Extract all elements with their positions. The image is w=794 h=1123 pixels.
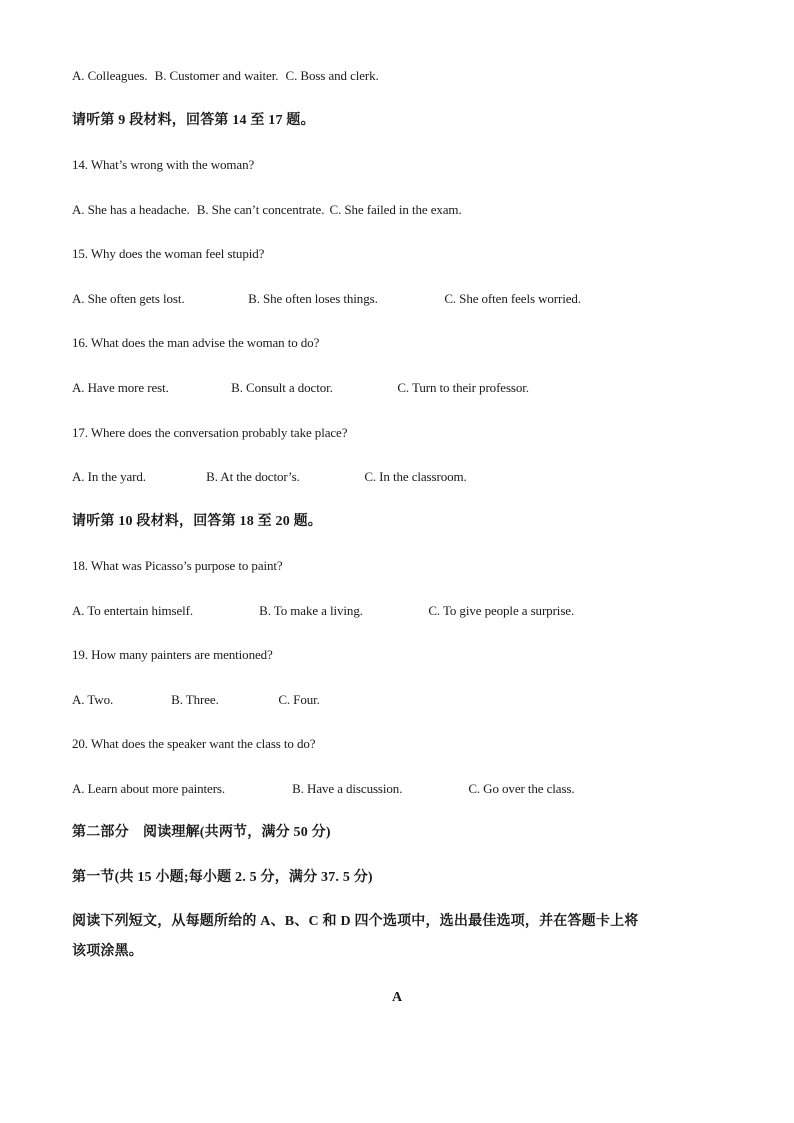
q14-options	[72, 202, 462, 218]
q18-question: 18. What was Picasso’s purpose to paint?	[72, 558, 283, 573]
q20-option-a: A. Learn about more painters.	[72, 781, 226, 796]
q17-option-c: C. In the classroom.	[364, 469, 467, 484]
part-2-heading: 第二部分 阅读理解(共两节，满分 50 分)	[72, 825, 331, 840]
q14-option-a: A. She has a headache.	[72, 202, 190, 217]
q18-option-a: A. To entertain himself.	[72, 603, 194, 618]
q14-question: 14. What’s wrong with the woman?	[72, 157, 255, 172]
q15-option-a: A. She often gets lost.	[72, 291, 185, 306]
section-10-heading: 请听第 10 段材料，回答第 18 至 20 题。	[72, 514, 322, 529]
q16-option-b: B. Consult a doctor.	[231, 380, 333, 395]
q15-question: 15. Why does the woman feel stupid?	[72, 246, 265, 261]
q13-options	[72, 68, 379, 84]
q16-option-c: C. Turn to their professor.	[397, 380, 529, 395]
q19-question: 19. How many painters are mentioned?	[72, 647, 273, 662]
q15-option-c: C. She often feels worried.	[444, 291, 581, 306]
part-2-section-1-heading: 第一节(共 15 小题;每小题 2. 5 分，满分 37. 5 分)	[72, 870, 373, 885]
q18-option-c: C. To give people a surprise.	[428, 603, 575, 618]
q19-options	[72, 692, 320, 708]
q20-option-b: B. Have a discussion.	[292, 781, 403, 796]
q20-option-c: C. Go over the class.	[468, 781, 575, 796]
passage-label: A	[391, 990, 403, 1005]
q14-option-b: B. She can’t concentrate.	[196, 202, 325, 217]
q18-option-b: B. To make a living.	[259, 603, 363, 618]
q20-question: 20. What does the speaker want the class to do?	[72, 736, 316, 751]
q20-options	[72, 781, 575, 797]
q15-options	[72, 291, 581, 307]
q19-option-c: C. Four.	[278, 692, 320, 707]
q16-options	[72, 380, 529, 396]
q18-options	[72, 603, 574, 619]
q13-option-c: C. Boss and clerk.	[285, 68, 379, 83]
q13-option-a: A. Colleagues.	[72, 68, 148, 83]
reading-instructions-line-2: 该项涂黑。	[72, 944, 143, 959]
q15-option-b: B. She often loses things.	[248, 291, 378, 306]
reading-instructions-line-1: 阅读下列短文，从每题所给的 A、B、C 和 D 四个选项中，选出最佳选项，并在答题卡上将	[72, 914, 639, 929]
q17-option-a: A. In the yard.	[72, 469, 146, 484]
q19-option-b: B. Three.	[171, 692, 219, 707]
q16-question: 16. What does the man advise the woman to do?	[72, 335, 320, 350]
q17-option-b: B. At the doctor’s.	[206, 469, 300, 484]
section-9-heading: 请听第 9 段材料，回答第 14 至 17 题。	[72, 113, 315, 128]
q17-options	[72, 469, 467, 485]
q19-option-a: A. Two.	[72, 692, 114, 707]
q13-option-b: B. Customer and waiter.	[154, 68, 279, 83]
q17-question: 17. Where does the conversation probably take place?	[72, 425, 348, 440]
q16-option-a: A. Have more rest.	[72, 380, 169, 395]
q14-option-c: C. She failed in the exam.	[329, 202, 462, 217]
